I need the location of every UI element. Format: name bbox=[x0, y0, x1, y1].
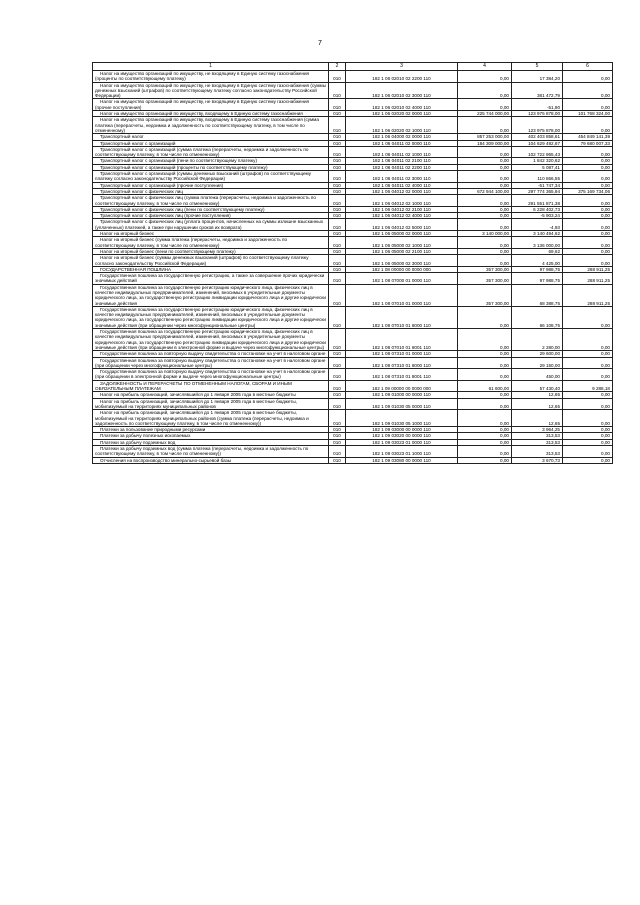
row-approved-cell: 0,00 bbox=[458, 219, 512, 231]
row-line-code-cell: 010 bbox=[329, 357, 346, 369]
table-row bbox=[93, 71, 613, 83]
row-line-code-cell: 010 bbox=[329, 410, 346, 427]
row-name-cell: Государственная пошлина за государственную регистрацию юридического лица, физических лиц в качестве индивидуальных предпринимателей, изменений, вносимых в учредительные документы юридического лица, за государственную регистрацию ликвидации юридического лица и другие юридически значимые действия bbox=[93, 284, 329, 306]
row-unexecuted-cell: 288 911,25 bbox=[563, 273, 613, 285]
row-name-cell: Государственная пошлина за государственную регистрацию юридического лица, физических лиц в качестве индивидуальных предпринимателей, изменений, вносимых в учредительные документы юридического лица, за государственную регистрацию ликвидации юридического лица и другие юридически значимые действия (при обращении через многофункциональные центры) bbox=[93, 306, 329, 328]
row-budget-code-cell: 182 1 06 04011 02 0000 110 bbox=[346, 140, 458, 146]
row-executed-cell: 402 403 858,61 bbox=[512, 134, 563, 140]
page-number: 7 bbox=[318, 40, 322, 47]
table-row bbox=[93, 219, 613, 231]
row-name-cell: Транспортный налог с физических лиц (прочие поступления) bbox=[93, 213, 329, 219]
row-line-code-cell: 010 bbox=[329, 82, 346, 99]
row-approved-cell: 0,00 bbox=[458, 195, 512, 207]
row-unexecuted-cell: 0,00 bbox=[563, 219, 613, 231]
row-budget-code-cell: 182 1 08 07310 01 8001 110 bbox=[346, 369, 458, 381]
table-row bbox=[93, 410, 613, 427]
row-line-code-cell: 010 bbox=[329, 380, 346, 392]
row-name-cell: Транспортный налог с организаций (сумма платежа (перерасчеты, недоимка и задолженность по соответствующему платежу, в том числе по отмененному) bbox=[93, 146, 329, 158]
row-executed-cell: 12,65 bbox=[512, 398, 563, 410]
row-budget-code-cell: 182 1 06 02010 02 2200 110 bbox=[346, 71, 458, 83]
row-unexecuted-cell: 79 680 007,33 bbox=[563, 140, 613, 146]
row-unexecuted-cell: 0,00 bbox=[563, 206, 613, 212]
row-budget-code-cell: 182 1 09 01030 05 0000 110 bbox=[346, 398, 458, 410]
row-budget-code-cell: 182 1 08 00000 00 0000 000 bbox=[346, 266, 458, 272]
row-name-cell: Транспортный налог с организаций (пени по соответствующему платежу) bbox=[93, 158, 329, 164]
row-line-code-cell: 010 bbox=[329, 439, 346, 445]
row-budget-code-cell: 182 1 06 02020 02 1000 110 bbox=[346, 117, 458, 134]
row-unexecuted-cell: 0,00 bbox=[563, 439, 613, 445]
row-executed-cell: 3 964,25 bbox=[512, 427, 563, 433]
row-name-cell: Транспортный налог с организаций (проценты по соответствующему платежу) bbox=[93, 164, 329, 170]
row-approved-cell: 0,00 bbox=[458, 206, 512, 212]
row-unexecuted-cell: 101 768 324,00 bbox=[563, 111, 613, 117]
row-executed-cell: 97 988,75 bbox=[512, 273, 563, 285]
table-row bbox=[93, 273, 613, 285]
row-executed-cell: 12,65 bbox=[512, 410, 563, 427]
table-body bbox=[93, 71, 613, 464]
row-budget-code-cell: 182 1 06 05000 02 2100 110 bbox=[346, 248, 458, 254]
row-name-cell: Транспортный налог с физических лиц (пени по соответствующему платежу) bbox=[93, 206, 329, 212]
table-row bbox=[93, 255, 613, 267]
row-budget-code-cell: 182 1 08 07310 01 0000 110 bbox=[346, 351, 458, 357]
row-budget-code-cell: 182 1 06 04011 02 2200 110 bbox=[346, 164, 458, 170]
row-line-code-cell: 010 bbox=[329, 219, 346, 231]
row-executed-cell: 3 136 000,00 bbox=[512, 237, 563, 249]
row-line-code-cell: 010 bbox=[329, 284, 346, 306]
table-row bbox=[93, 357, 613, 369]
row-budget-code-cell: 182 1 06 04012 02 2100 110 bbox=[346, 206, 458, 212]
row-name-cell: Платежи за добычу полезных ископаемых bbox=[93, 433, 329, 439]
row-executed-cell: 102 722 965,43 bbox=[512, 146, 563, 158]
row-name-cell: Налог на имущество организаций по имуществу, входящему в Единую систему газоснабжения bbox=[93, 111, 329, 117]
row-unexecuted-cell: 0,00 bbox=[563, 392, 613, 398]
table-row bbox=[93, 380, 613, 392]
row-unexecuted-cell: 0,00 bbox=[563, 248, 613, 254]
row-name-cell: Государственная пошлина за государственную регистрацию, а также за совершение прочих юридически значимых действий bbox=[93, 273, 329, 285]
row-line-code-cell: 010 bbox=[329, 71, 346, 83]
row-unexecuted-cell: 0,00 bbox=[563, 433, 613, 439]
row-unexecuted-cell: 0,00 bbox=[563, 410, 613, 427]
row-approved-cell: 0,00 bbox=[458, 146, 512, 158]
row-name-cell: Государственная пошлина за повторную выдачу свидетельства о постановке на учет в налоговом органе (при обращении через многофункциональные центры) bbox=[93, 357, 329, 369]
row-executed-cell: -51,90 bbox=[512, 99, 563, 111]
row-approved-cell: 0,00 bbox=[458, 439, 512, 445]
row-budget-code-cell: 182 1 06 04012 02 1000 110 bbox=[346, 195, 458, 207]
row-budget-code-cell: 182 1 06 04012 02 5000 110 bbox=[346, 219, 458, 231]
column-header: 4 bbox=[458, 63, 512, 71]
row-unexecuted-cell: 0,00 bbox=[563, 71, 613, 83]
row-name-cell: Транспортный налог с организаций (прочие поступления) bbox=[93, 182, 329, 188]
row-executed-cell: -4,93 bbox=[512, 219, 563, 231]
table-row bbox=[93, 329, 613, 351]
row-executed-cell: 6 228 402,73 bbox=[512, 206, 563, 212]
row-approved-cell: 225 744 000,00 bbox=[458, 111, 512, 117]
row-executed-cell: 450,00 bbox=[512, 369, 563, 381]
table-row bbox=[93, 99, 613, 111]
row-name-cell: Транспортный налог с физических лиц (уплата процентов, начисленных на суммы излишне взысканных (уплаченных) платежей, а также при нарушении сроков их возврата) bbox=[93, 219, 329, 231]
row-unexecuted-cell: 0,00 bbox=[563, 171, 613, 183]
row-budget-code-cell: 182 1 08 07010 01 8000 110 bbox=[346, 306, 458, 328]
row-approved-cell: 184 309 000,00 bbox=[458, 140, 512, 146]
row-executed-cell: -51 747,34 bbox=[512, 182, 563, 188]
row-budget-code-cell: 182 1 06 02020 02 0000 110 bbox=[346, 111, 458, 117]
row-budget-code-cell: 182 1 09 03023 01 0000 110 bbox=[346, 439, 458, 445]
row-line-code-cell: 010 bbox=[329, 134, 346, 140]
row-line-code-cell: 010 bbox=[329, 273, 346, 285]
row-approved-cell: 0,00 bbox=[458, 410, 512, 427]
row-line-code-cell: 010 bbox=[329, 433, 346, 439]
row-approved-cell: 857 253 000,00 bbox=[458, 134, 512, 140]
row-executed-cell: 291 551 871,38 bbox=[512, 195, 563, 207]
row-approved-cell: 0,00 bbox=[458, 306, 512, 328]
row-approved-cell: 0,00 bbox=[458, 237, 512, 249]
column-header: 1 bbox=[93, 63, 329, 71]
row-budget-code-cell: 182 1 09 03023 01 1000 110 bbox=[346, 446, 458, 458]
row-name-cell: Налог на имущество организаций по имуществу, не входящему в Единую систему газоснабжения (прочие поступления) bbox=[93, 99, 329, 111]
row-approved-cell: 0,00 bbox=[458, 392, 512, 398]
row-name-cell: Платежи за пользование природными ресурсами bbox=[93, 427, 329, 433]
row-budget-code-cell: 182 1 06 04012 02 4000 110 bbox=[346, 213, 458, 219]
row-name-cell: Налог на игорный бизнес bbox=[93, 231, 329, 237]
row-line-code-cell: 010 bbox=[329, 237, 346, 249]
row-budget-code-cell: 182 1 06 02010 02 4000 110 bbox=[346, 99, 458, 111]
row-budget-code-cell: 182 1 09 03000 00 0000 110 bbox=[346, 427, 458, 433]
row-executed-cell: 3 670,73 bbox=[512, 457, 563, 463]
row-executed-cell: 381 472,79 bbox=[512, 82, 563, 99]
row-executed-cell: 66 108,75 bbox=[512, 306, 563, 328]
row-approved-cell: 0,00 bbox=[458, 164, 512, 170]
row-budget-code-cell: 182 1 08 07010 01 8001 110 bbox=[346, 329, 458, 351]
row-name-cell: ЗАДОЛЖЕННОСТЬ И ПЕРЕРАСЧЕТЫ ПО ОТМЕНЕННЫМ НАЛОГАМ, СБОРАМ И ИНЫМ ОБЯЗАТЕЛЬНЫМ ПЛАТЕЖАМ bbox=[93, 380, 329, 392]
table-row bbox=[93, 171, 613, 183]
row-line-code-cell: 010 bbox=[329, 111, 346, 117]
row-budget-code-cell: 182 1 06 04011 02 4000 110 bbox=[346, 182, 458, 188]
row-executed-cell: 110 866,55 bbox=[512, 171, 563, 183]
column-header: 5 bbox=[512, 63, 563, 71]
row-executed-cell: 69,62 bbox=[512, 248, 563, 254]
row-unexecuted-cell: 0,00 bbox=[563, 237, 613, 249]
revenue-report-table bbox=[92, 62, 613, 464]
table-row bbox=[93, 457, 613, 463]
row-name-cell: Транспортный налог с организаций (суммы денежных взысканий (штрафов) по соответствующему платежу согласно законодательству Российской Федерации) bbox=[93, 171, 329, 183]
row-line-code-cell: 010 bbox=[329, 99, 346, 111]
row-executed-cell: 123 975 878,00 bbox=[512, 111, 563, 117]
row-approved-cell: 0,00 bbox=[458, 248, 512, 254]
row-name-cell: Транспортный налог с организаций bbox=[93, 140, 329, 146]
row-approved-cell: 357 300,00 bbox=[458, 266, 512, 272]
column-header: 2 bbox=[329, 63, 346, 71]
row-name-cell: Транспортный налог bbox=[93, 134, 329, 140]
row-approved-cell: 0,00 bbox=[458, 433, 512, 439]
table-row bbox=[93, 398, 613, 410]
row-unexecuted-cell: 0,00 bbox=[563, 99, 613, 111]
row-unexecuted-cell: 0,00 bbox=[563, 369, 613, 381]
row-line-code-cell: 010 bbox=[329, 427, 346, 433]
row-unexecuted-cell: 0,00 bbox=[563, 231, 613, 237]
row-line-code-cell: 010 bbox=[329, 117, 346, 134]
row-executed-cell: 29 150,00 bbox=[512, 357, 563, 369]
row-approved-cell: 0,00 bbox=[458, 369, 512, 381]
table-row bbox=[93, 284, 613, 306]
row-name-cell: Налог на игорный бизнес (пени по соответствующему платежу) bbox=[93, 248, 329, 254]
row-approved-cell: 0,00 bbox=[458, 213, 512, 219]
column-header: 3 bbox=[346, 63, 458, 71]
row-name-cell: Налог на прибыль организаций, зачислявшийся до 1 января 2005 года в местные бюджеты, мобилизуемый на территориях муниципальных районов (сумма платежа (перерасчеты, недоимка и задолженность по соответствующему платежу, в том числе по отмененному)) bbox=[93, 410, 329, 427]
row-line-code-cell: 010 bbox=[329, 146, 346, 158]
table-row bbox=[93, 146, 613, 158]
table-row bbox=[93, 237, 613, 249]
row-name-cell: Налог на прибыль организаций, зачислявшийся до 1 января 2005 года в местные бюджеты, мобилизуемый на территориях муниципальных районов bbox=[93, 398, 329, 410]
row-executed-cell: 313,53 bbox=[512, 433, 563, 439]
row-budget-code-cell: 182 1 06 04011 02 2100 110 bbox=[346, 158, 458, 164]
row-line-code-cell: 010 bbox=[329, 140, 346, 146]
row-name-cell: Отчисления на воспроизводство минерально-сырьевой базы bbox=[93, 457, 329, 463]
row-unexecuted-cell: 0,00 bbox=[563, 182, 613, 188]
row-executed-cell: 97 988,75 bbox=[512, 266, 563, 272]
row-line-code-cell: 010 bbox=[329, 158, 346, 164]
row-unexecuted-cell: 0,00 bbox=[563, 329, 613, 351]
row-approved-cell: 0,00 bbox=[458, 357, 512, 369]
row-approved-cell: 0,00 bbox=[458, 329, 512, 351]
row-unexecuted-cell: 454 849 141,39 bbox=[563, 134, 613, 140]
row-unexecuted-cell: 0,00 bbox=[563, 158, 613, 164]
row-unexecuted-cell: 0,00 bbox=[563, 446, 613, 458]
row-unexecuted-cell: 0,00 bbox=[563, 213, 613, 219]
row-budget-code-cell: 182 1 06 02010 02 3000 110 bbox=[346, 82, 458, 99]
row-unexecuted-cell: 0,00 bbox=[563, 82, 613, 99]
row-unexecuted-cell: 0,00 bbox=[563, 117, 613, 134]
row-line-code-cell: 010 bbox=[329, 392, 346, 398]
row-line-code-cell: 010 bbox=[329, 457, 346, 463]
row-line-code-cell: 010 bbox=[329, 182, 346, 188]
row-line-code-cell: 010 bbox=[329, 351, 346, 357]
row-approved-cell: 672 944 100,00 bbox=[458, 188, 512, 194]
row-unexecuted-cell: 0,00 bbox=[563, 146, 613, 158]
row-name-cell: Транспортный налог с физических лиц (сумма платежа (перерасчеты, недоимка и задолженность по соответствующему платежу, в том числе по отмененному) bbox=[93, 195, 329, 207]
table-row bbox=[93, 82, 613, 99]
row-executed-cell: 29 600,00 bbox=[512, 351, 563, 357]
row-approved-cell: 61 600,00 bbox=[458, 380, 512, 392]
row-unexecuted-cell: 0,00 bbox=[563, 306, 613, 328]
row-name-cell: Налог на прибыль организаций, зачислявшийся до 1 января 2005 года в местные бюджеты bbox=[93, 392, 329, 398]
row-line-code-cell: 010 bbox=[329, 446, 346, 458]
row-unexecuted-cell: 0,00 bbox=[563, 351, 613, 357]
table-row bbox=[93, 117, 613, 134]
row-approved-cell: 0,00 bbox=[458, 171, 512, 183]
row-line-code-cell: 010 bbox=[329, 231, 346, 237]
row-executed-cell: 12,65 bbox=[512, 392, 563, 398]
row-executed-cell: -5 903,24 bbox=[512, 213, 563, 219]
table-header-row bbox=[93, 63, 613, 71]
table-row bbox=[93, 195, 613, 207]
row-unexecuted-cell: 375 169 734,06 bbox=[563, 188, 613, 194]
row-executed-cell: 17 384,20 bbox=[512, 71, 563, 83]
row-line-code-cell: 010 bbox=[329, 171, 346, 183]
row-approved-cell: 0,00 bbox=[458, 351, 512, 357]
row-unexecuted-cell: 288 911,25 bbox=[563, 284, 613, 306]
row-name-cell: Транспортный налог с физических лиц bbox=[93, 188, 329, 194]
row-line-code-cell: 010 bbox=[329, 266, 346, 272]
row-budget-code-cell: 182 1 06 05000 02 0000 110 bbox=[346, 231, 458, 237]
row-budget-code-cell: 182 1 09 00000 00 0000 000 bbox=[346, 380, 458, 392]
row-line-code-cell: 010 bbox=[329, 206, 346, 212]
row-approved-cell: 0,00 bbox=[458, 457, 512, 463]
row-budget-code-cell: 182 1 08 07310 01 8000 110 bbox=[346, 357, 458, 369]
row-approved-cell: 0,00 bbox=[458, 71, 512, 83]
row-unexecuted-cell: 0,00 bbox=[563, 357, 613, 369]
row-executed-cell: 3 140 494,62 bbox=[512, 231, 563, 237]
row-approved-cell: 0,00 bbox=[458, 82, 512, 99]
row-budget-code-cell: 182 1 06 04000 02 0000 110 bbox=[346, 134, 458, 140]
row-budget-code-cell: 182 1 06 05000 02 1000 110 bbox=[346, 237, 458, 249]
row-name-cell: Налог на игорный бизнес (сумма платежа (перерасчеты, недоимка и задолженность по соответствующему платежу, в том числе по отмененному) bbox=[93, 237, 329, 249]
row-executed-cell: 5 087,41 bbox=[512, 164, 563, 170]
row-line-code-cell: 010 bbox=[329, 248, 346, 254]
row-name-cell: Налог на имущество организаций по имуществу, не входящему в Единую систему газоснабжения (суммы денежных взысканий (штрафов) по соответствующему платежу согласно законодательству Российской Федерации) bbox=[93, 82, 329, 99]
row-budget-code-cell: 182 1 09 01000 00 0000 110 bbox=[346, 392, 458, 398]
row-unexecuted-cell: 0,00 bbox=[563, 457, 613, 463]
row-executed-cell: 4 425,00 bbox=[512, 255, 563, 267]
row-approved-cell: 0,00 bbox=[458, 182, 512, 188]
row-unexecuted-cell: 0,00 bbox=[563, 255, 613, 267]
row-approved-cell: 0,00 bbox=[458, 158, 512, 164]
row-executed-cell: 313,53 bbox=[512, 439, 563, 445]
row-line-code-cell: 010 bbox=[329, 195, 346, 207]
row-budget-code-cell: 182 1 06 04012 02 0000 110 bbox=[346, 188, 458, 194]
row-name-cell: Государственная пошлина за государственную регистрацию юридического лица, физических лиц в качестве индивидуальных предпринимателей, изменений, вносимых в учредительные документы юридического лица, за государственную регистрацию ликвидации юридического лица и другие юридически значимые действия (при обращении в электронной форме и выдаче через многофункциональные центры) bbox=[93, 329, 329, 351]
table-row bbox=[93, 369, 613, 381]
row-unexecuted-cell: 0,00 bbox=[563, 195, 613, 207]
row-unexecuted-cell: 9 288,18 bbox=[563, 380, 613, 392]
row-line-code-cell: 010 bbox=[329, 255, 346, 267]
row-name-cell: Платежи за добычу подземных вод (сумма платежа (перерасчеты, недоимка и задолженность по соответствующему платежу, в том числе по отмененному)) bbox=[93, 446, 329, 458]
row-name-cell: Государственная пошлина за повторную выдачу свидетельства о постановке на учет в налоговом органе (при обращении в электронной форме и выдаче через многофункциональные центры) bbox=[93, 369, 329, 381]
row-approved-cell: 0,00 bbox=[458, 255, 512, 267]
row-executed-cell: 313,53 bbox=[512, 446, 563, 458]
row-budget-code-cell: 182 1 09 03020 00 0000 110 bbox=[346, 433, 458, 439]
row-budget-code-cell: 182 1 09 01030 05 1000 110 bbox=[346, 410, 458, 427]
row-executed-cell: 57 430,40 bbox=[512, 380, 563, 392]
row-name-cell: Налог на имущество организаций по имуществу, входящему в Единую систему газоснабжения (сумма платежа (перерасчеты, недоимка и задолженность по соответствующему платежу, в том числе по отмененному) bbox=[93, 117, 329, 134]
row-budget-code-cell: 182 1 06 04011 02 1000 110 bbox=[346, 146, 458, 158]
row-budget-code-cell: 182 1 09 03080 00 0000 110 bbox=[346, 457, 458, 463]
row-approved-cell: 357 300,00 bbox=[458, 273, 512, 285]
row-unexecuted-cell: 288 911,25 bbox=[563, 266, 613, 272]
row-name-cell: Платежи за добычу подземных вод bbox=[93, 439, 329, 445]
table-row bbox=[93, 446, 613, 458]
row-unexecuted-cell: 0,00 bbox=[563, 398, 613, 410]
row-approved-cell: 3 140 000,00 bbox=[458, 231, 512, 237]
column-header: 6 bbox=[563, 63, 613, 71]
row-line-code-cell: 010 bbox=[329, 369, 346, 381]
row-executed-cell: 297 774 365,94 bbox=[512, 188, 563, 194]
row-name-cell: Налог на имущество организаций по имуществу, не входящему в Единую систему газоснабжения (проценты по соответствующему платежу) bbox=[93, 71, 329, 83]
row-budget-code-cell: 182 1 06 05000 02 3000 110 bbox=[346, 255, 458, 267]
row-approved-cell: 0,00 bbox=[458, 398, 512, 410]
row-executed-cell: 104 629 492,67 bbox=[512, 140, 563, 146]
row-line-code-cell: 010 bbox=[329, 188, 346, 194]
row-approved-cell: 357 300,00 bbox=[458, 284, 512, 306]
row-name-cell: Государственная пошлина за повторную выдачу свидетельства о постановке на учет в налоговом органе bbox=[93, 351, 329, 357]
row-budget-code-cell: 182 1 08 07010 01 0000 110 bbox=[346, 284, 458, 306]
row-unexecuted-cell: 0,00 bbox=[563, 427, 613, 433]
row-budget-code-cell: 182 1 06 04011 02 3000 110 bbox=[346, 171, 458, 183]
row-name-cell: Налог на игорный бизнес (суммы денежных взысканий (штрафов) по соответствующему платежу согласно законодательству Российской Федерации) bbox=[93, 255, 329, 267]
row-line-code-cell: 010 bbox=[329, 306, 346, 328]
row-line-code-cell: 010 bbox=[329, 164, 346, 170]
table-row bbox=[93, 306, 613, 328]
row-unexecuted-cell: 0,00 bbox=[563, 164, 613, 170]
row-budget-code-cell: 182 1 08 07000 01 0000 110 bbox=[346, 273, 458, 285]
row-approved-cell: 0,00 bbox=[458, 99, 512, 111]
row-line-code-cell: 010 bbox=[329, 329, 346, 351]
row-approved-cell: 0,00 bbox=[458, 446, 512, 458]
row-executed-cell: 2 280,00 bbox=[512, 329, 563, 351]
row-executed-cell: 68 388,75 bbox=[512, 284, 563, 306]
row-approved-cell: 0,00 bbox=[458, 117, 512, 134]
row-line-code-cell: 010 bbox=[329, 213, 346, 219]
row-executed-cell: 123 975 878,00 bbox=[512, 117, 563, 134]
row-line-code-cell: 010 bbox=[329, 398, 346, 410]
row-name-cell: ГОСУДАРСТВЕННАЯ ПОШЛИНА bbox=[93, 266, 329, 272]
row-executed-cell: 1 842 320,62 bbox=[512, 158, 563, 164]
row-approved-cell: 0,00 bbox=[458, 427, 512, 433]
